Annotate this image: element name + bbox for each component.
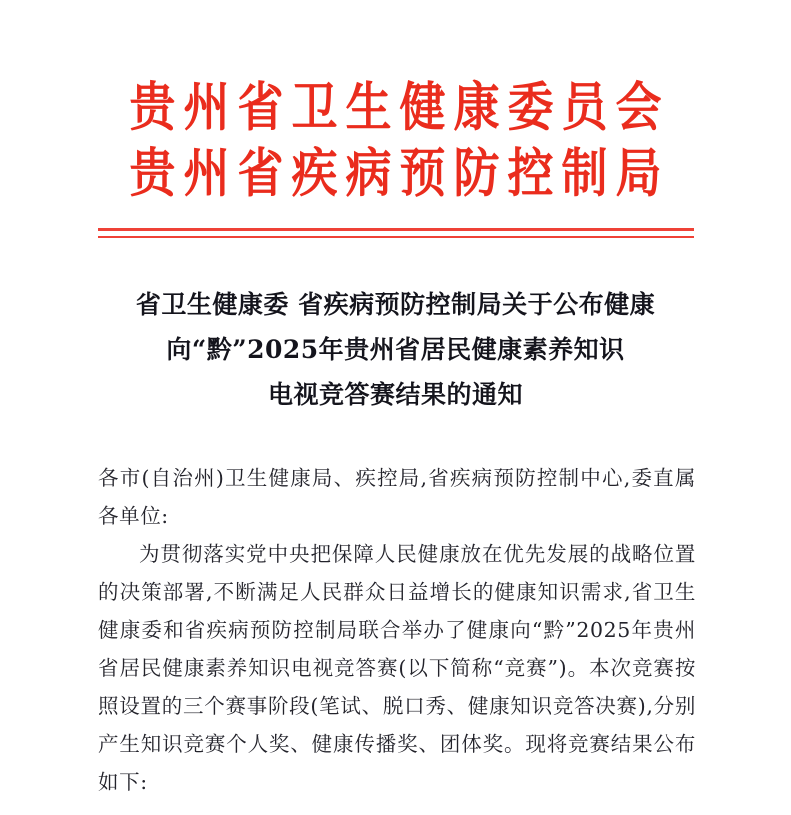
document-title-line-1: 省卫生健康委 省疾病预防控制局关于公布健康 xyxy=(135,290,656,319)
red-rule-lower-line xyxy=(98,236,694,238)
letterhead-line-health-commission: 贵州省卫生健康委员会 xyxy=(129,76,670,138)
letterhead-line-cdc-bureau: 贵州省疾病预防控制局 xyxy=(129,142,670,204)
document-body xyxy=(0,459,791,801)
body-paragraph-1: 为贯彻落实党中央把保障人民健康放在优先发展的战略位置的决策部署,不断满足人民群众日益增长的健康知识需求,省卫生健康委和省疾病预防控制局联合举办了健康向“黔”2025年贵州省居民健康素养知识电视竞答赛(以下简称“竞赛”)。本次竞赛按照设置的三个赛事阶段(笔试、脱口秀、健康知识竞答决赛),分别产生知识竞赛个人奖、健康传播奖、团体奖。现将竞赛结果公布如下: xyxy=(98,542,696,794)
document-title xyxy=(0,282,791,417)
document-title-line-2: 向“黔”2025年贵州省居民健康素养知识 xyxy=(166,335,625,364)
addressee-paragraph: 各市(自治州)卫生健康局、疾控局,省疾病预防控制中心,委直属各单位: xyxy=(98,466,696,528)
document-title-line-3: 电视竞答赛结果的通知 xyxy=(267,380,523,409)
letterhead-masthead xyxy=(0,0,791,202)
red-divider-rule xyxy=(98,228,694,238)
